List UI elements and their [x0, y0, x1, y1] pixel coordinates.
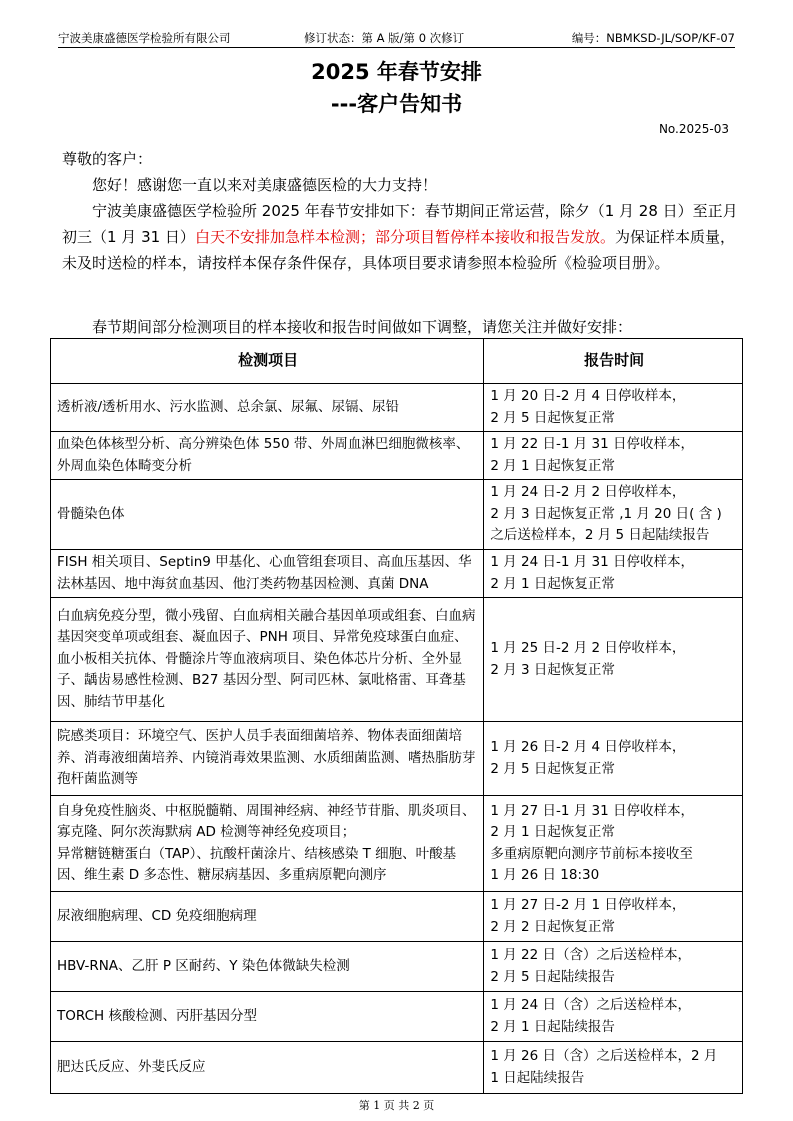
- test-item-cell: 肥达氏反应、外斐氏反应: [51, 1042, 484, 1094]
- test-item-cell: FISH 相关项目、Septin9 甲基化、心血管组套项目、高血压基因、华法林基因、地中海贫血基因、他汀类药物基因检测、真菌 DNA: [51, 550, 484, 598]
- report-time-cell: 1 月 26 日-2 月 4 日停收样本， 2 月 5 日起恢复正常: [484, 722, 743, 796]
- report-time-cell: 1 月 26 日（含）之后送检样本，2 月 1 日起陆续报告: [484, 1042, 743, 1094]
- table-row: [51, 796, 743, 892]
- table-row: [51, 1042, 743, 1094]
- report-time-cell: 1 月 27 日-1 月 31 日停收样本， 2 月 1 日起恢复正常 多重病原靶向测序节前标本接收至 1 月 26 日 18:30: [484, 796, 743, 892]
- test-item-cell: 白血病免疫分型，微小残留、白血病相关融合基因单项或组套、白血病基因突变单项或组套、凝血因子、PNH 项目、异常免疫球蛋白血症、血小板相关抗体、骨髓涂片等血液病项目、染色体芯片分析、全外显子、龋齿易感性检测、B27 基因分型、阿司匹林、氯吡格雷、耳聋基因、肺结节甲基化: [51, 598, 484, 722]
- report-time-cell: 1 月 22 日（含）之后送检样本， 2 月 5 日起陆续报告: [484, 942, 743, 992]
- report-time-cell: 1 月 24 日-2 月 2 日停收样本， 2 月 3 日起恢复正常 ,1 月 20 日( 含 ) 之后送检样本，2 月 5 日起陆续报告: [484, 480, 743, 550]
- test-item-cell: 尿液细胞病理、CD 免疫细胞病理: [51, 892, 484, 942]
- table-row: [51, 550, 743, 598]
- greeting: 尊敬的客户：: [62, 150, 153, 168]
- column-header-time: 报告时间: [484, 339, 743, 384]
- table-row: [51, 992, 743, 1042]
- suspension-notice: 部分项目暂停样本接收和报告发放。: [374, 228, 615, 246]
- test-item-cell: 透析液/透析用水、污水监测、总余氯、尿氟、尿镉、尿铅: [51, 384, 484, 432]
- urgent-notice: 白天不安排加急样本检测；: [194, 228, 375, 246]
- report-time-cell: 1 月 25 日-2 月 2 日停收样本， 2 月 3 日起恢复正常: [484, 598, 743, 722]
- table-header-row: [51, 339, 743, 384]
- table-body: [51, 384, 743, 1094]
- report-time-cell: 1 月 24 日-1 月 31 日停收样本， 2 月 1 日起恢复正常: [484, 550, 743, 598]
- column-header-item: 检测项目: [51, 339, 484, 384]
- test-item-cell: 骨髓染色体: [51, 480, 484, 550]
- schedule-text: 宁波美康盛德医学检验所 2025 年春节安排如下：春节期间正常运营，除夕（1 月 28 日）至正月初三（1 月 31 日）: [62, 202, 738, 246]
- table-row: [51, 598, 743, 722]
- header-revision: 修订状态：第 A 版/第 0 次修订: [304, 31, 465, 45]
- test-item-cell: HBV-RNA、乙肝 P 区耐药、Y 染色体微缺失检测: [51, 942, 484, 992]
- test-item-cell: TORCH 核酸检测、丙肝基因分型: [51, 992, 484, 1042]
- table-intro: 春节期间部分检测项目的样本接收和报告时间做如下调整，请您关注并做好安排：: [92, 318, 633, 336]
- table-row: [51, 722, 743, 796]
- test-item-cell: 院感类项目：环境空气、医护人员手表面细菌培养、物体表面细菌培养、消毒液细菌培养、内镜消毒效果监测、水质细菌监测、嗜热脂肪芽孢杆菌监测等: [51, 722, 484, 796]
- report-time-cell: 1 月 24 日（含）之后送检样本， 2 月 1 日起陆续报告: [484, 992, 743, 1042]
- header-company: 宁波美康盛德医学检验所有限公司: [58, 31, 231, 45]
- table-row: [51, 480, 743, 550]
- header-doc-code: 编号：NBMKSD-JL/SOP/KF-07: [571, 31, 735, 45]
- page-header: [58, 29, 735, 48]
- document-subtitle: ---客户告知书: [330, 92, 463, 116]
- schedule-paragraph: [62, 198, 742, 276]
- table-row: [51, 432, 743, 480]
- schedule-table: [50, 338, 743, 1094]
- test-item-cell: 血染色体核型分析、高分辨染色体 550 带、外周血淋巴细胞微核率、外周血染色体畸变分析: [51, 432, 484, 480]
- storage-notice: 为保证样本质量，未及时送检的样本，请按样本保存条件保存，具体项目要求请参照本检验所《检验项目册》。: [62, 228, 735, 272]
- document-title: 2025 年春节安排: [311, 60, 482, 84]
- thanks-paragraph: 您好！感谢您一直以来对美康盛德医检的大力支持！: [92, 176, 438, 194]
- document-number: No.2025-03: [658, 122, 729, 136]
- report-time-cell: 1 月 27 日-2 月 1 日停收样本， 2 月 2 日起恢复正常: [484, 892, 743, 942]
- report-time-cell: 1 月 20 日-2 月 4 日停收样本， 2 月 5 日起恢复正常: [484, 384, 743, 432]
- page-footer: 第 1 页 共 2 页: [358, 1099, 435, 1112]
- test-item-cell: 自身免疫性脑炎、中枢脱髓鞘、周围神经病、神经节苷脂、肌炎项目、寡克隆、阿尔茨海默病 AD 检测等神经免疫项目； 异常糖链糖蛋白（TAP）、抗酸杆菌涂片、结核感染 T 细胞、叶酸基因、维生素 D 多态性、糖尿病基因、多重病原靶向测序: [51, 796, 484, 892]
- report-time-cell: 1 月 22 日-1 月 31 日停收样本， 2 月 1 日起恢复正常: [484, 432, 743, 480]
- table-row: [51, 384, 743, 432]
- table-row: [51, 892, 743, 942]
- table-row: [51, 942, 743, 992]
